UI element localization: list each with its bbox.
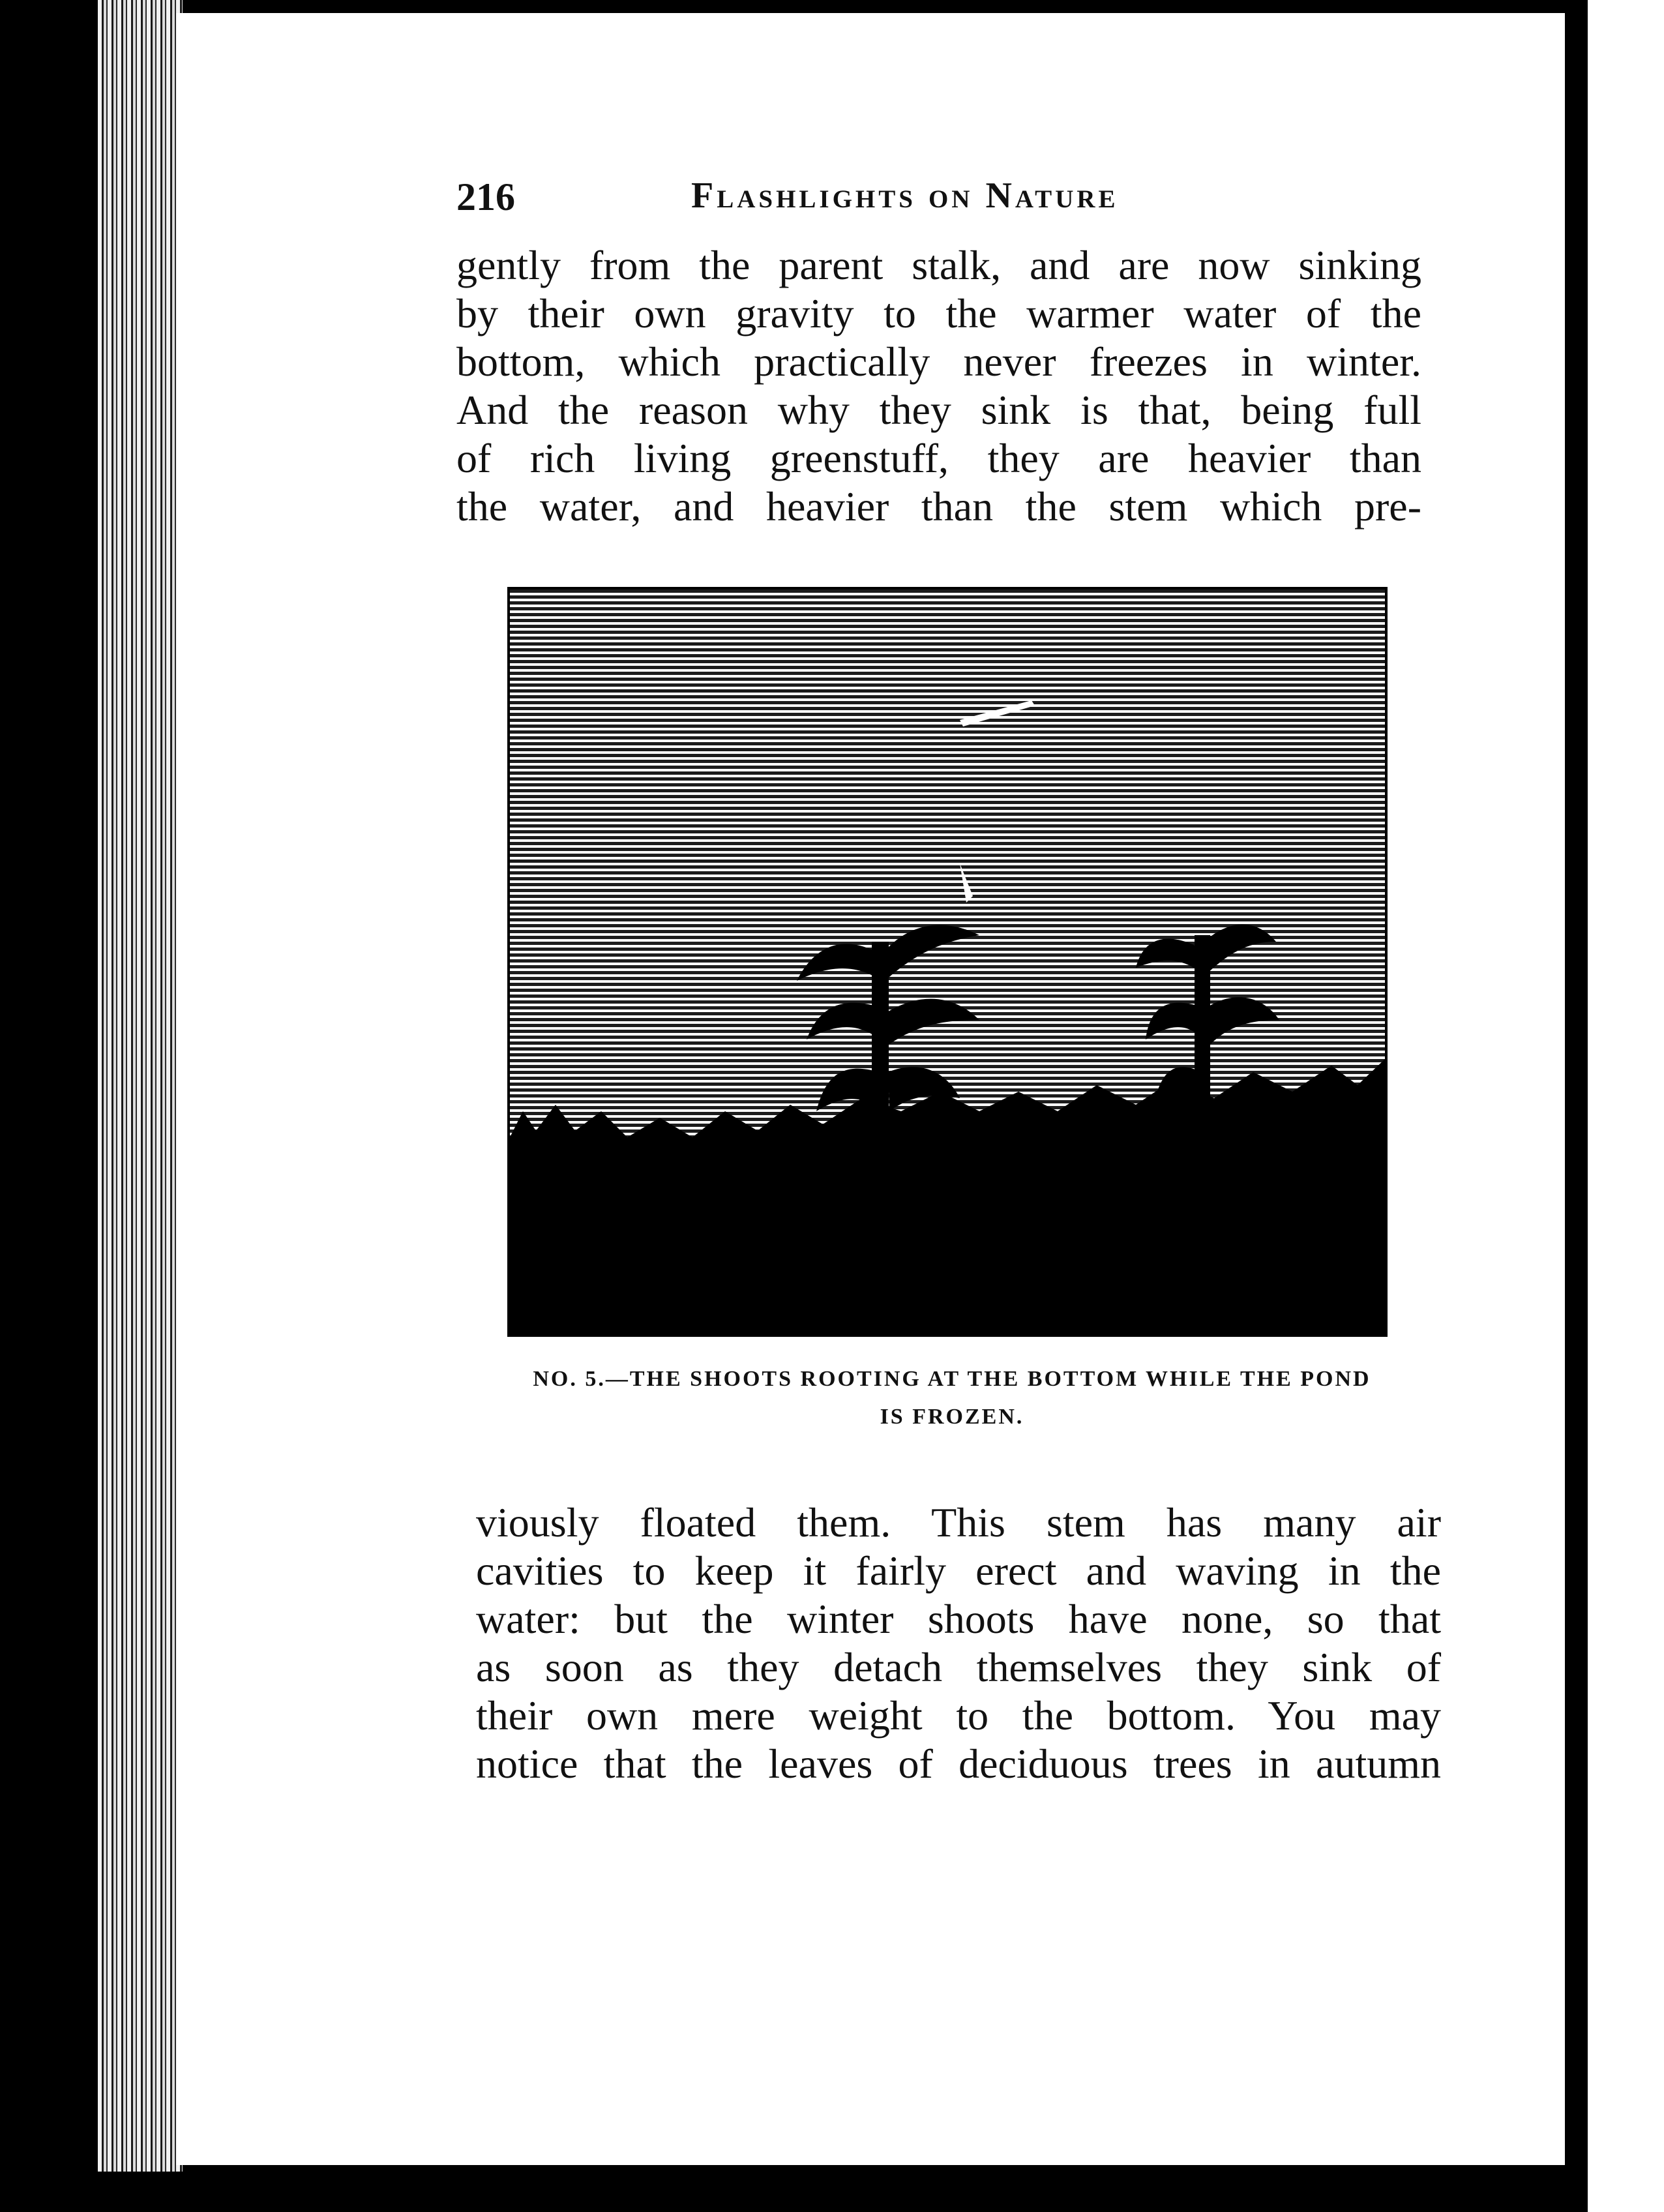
body-paragraph-bottom (476, 1499, 1441, 1788)
page-gutter-rule (1570, 13, 1579, 2165)
engraving-illustration (507, 587, 1388, 1337)
body-paragraph-top (456, 241, 1421, 531)
caption-line: NO. 5.—THE SHOOTS ROOTING AT THE BOTTOM WHILE THE POND (533, 1367, 1371, 1391)
text-line: the water, and heavier than the stem which pre- (456, 483, 1421, 530)
text-line: viously floated them. This stem has many air (476, 1499, 1441, 1546)
page-stack-edge (98, 0, 183, 2172)
pond-engraving (510, 590, 1385, 1334)
text-line: water: but the winter shoots have none, so that (476, 1596, 1441, 1642)
text-line: bottom, which practically never freezes in winter. (456, 338, 1421, 385)
facing-page-edge (1581, 0, 1664, 2212)
text-line: of rich living greenstuff, they are heavier than (456, 435, 1421, 481)
text-line: by their own gravity to the warmer water of the (456, 290, 1421, 336)
running-head: Flashlights on Nature (691, 175, 1119, 216)
text-line: notice that the leaves of deciduous trees in autumn (476, 1741, 1441, 1787)
page-header (456, 175, 1376, 227)
text-line: as soon as they detach themselves they sink of (476, 1644, 1441, 1690)
page-number: 216 (456, 175, 515, 218)
caption-line: IS FROZEN. (880, 1405, 1024, 1429)
text-line: And the reason why they sink is that, being full (456, 387, 1421, 433)
figure-caption (476, 1360, 1428, 1436)
text-line: their own mere weight to the bottom. You may (476, 1692, 1441, 1739)
text-line: gently from the parent stalk, and are now sinking (456, 242, 1421, 288)
text-line: cavities to keep it fairly erect and waving in the (476, 1547, 1441, 1594)
